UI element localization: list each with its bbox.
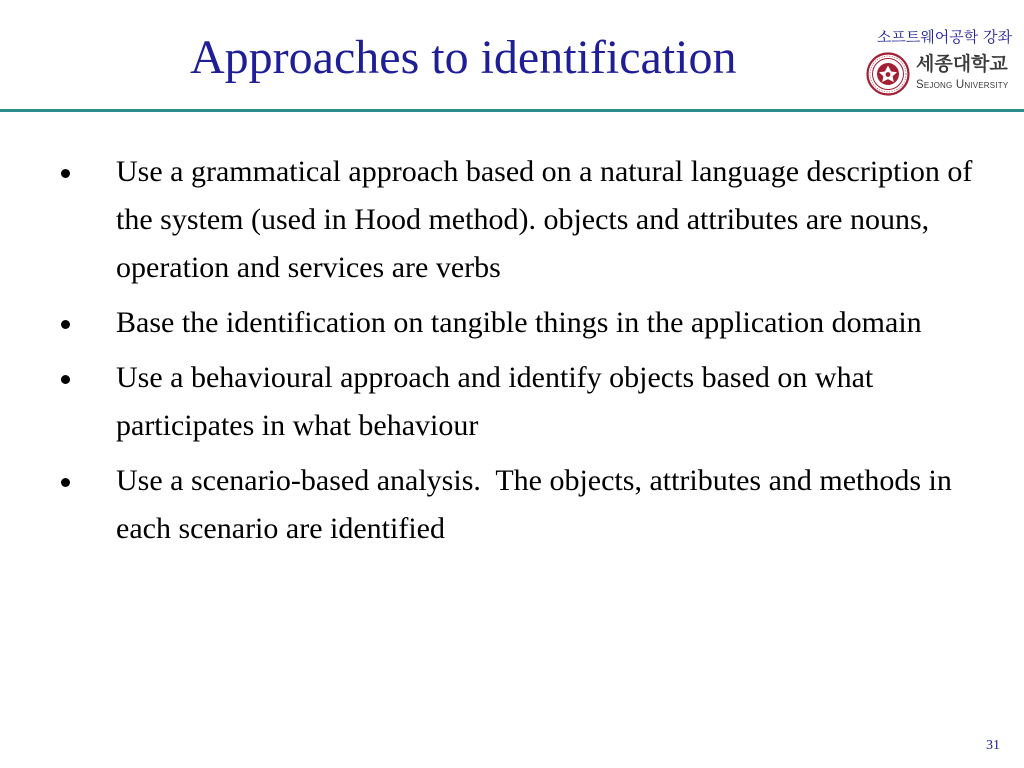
- bullet-text: Use a behavioural approach and identify objects based on what participates in what behaviour: [116, 361, 874, 442]
- course-label: 소프트웨어공학 강좌: [876, 28, 1012, 46]
- page-number: 31: [986, 738, 1000, 753]
- bullet-dot-icon: [61, 375, 70, 384]
- bullet-item: [60, 457, 980, 553]
- bullet-list: [60, 148, 980, 560]
- bullet-dot-icon: [61, 478, 70, 487]
- bullet-text: Use a scenario-based analysis. The objects, attributes and methods in each scenario are identified: [116, 464, 960, 545]
- bullet-item: [60, 299, 980, 347]
- bullet-text: Base the identification on tangible things in the application domain: [116, 306, 922, 339]
- slide-title: Approaches to identification: [190, 31, 737, 84]
- university-name-ko: 세종대학교: [916, 53, 1008, 75]
- university-seal-icon: [866, 52, 910, 96]
- bullet-text: Use a grammatical approach based on a natural language description of the system (used in Hood method). objects and attributes are nouns, operation and services are verbs: [116, 155, 973, 284]
- bullet-item: [60, 148, 980, 292]
- bullet-dot-icon: [61, 320, 70, 329]
- university-name-en: Sejong University: [916, 79, 1009, 91]
- university-logo: [866, 52, 1012, 96]
- title-divider: [0, 109, 1024, 112]
- bullet-dot-icon: [61, 169, 70, 178]
- bullet-item: [60, 354, 980, 450]
